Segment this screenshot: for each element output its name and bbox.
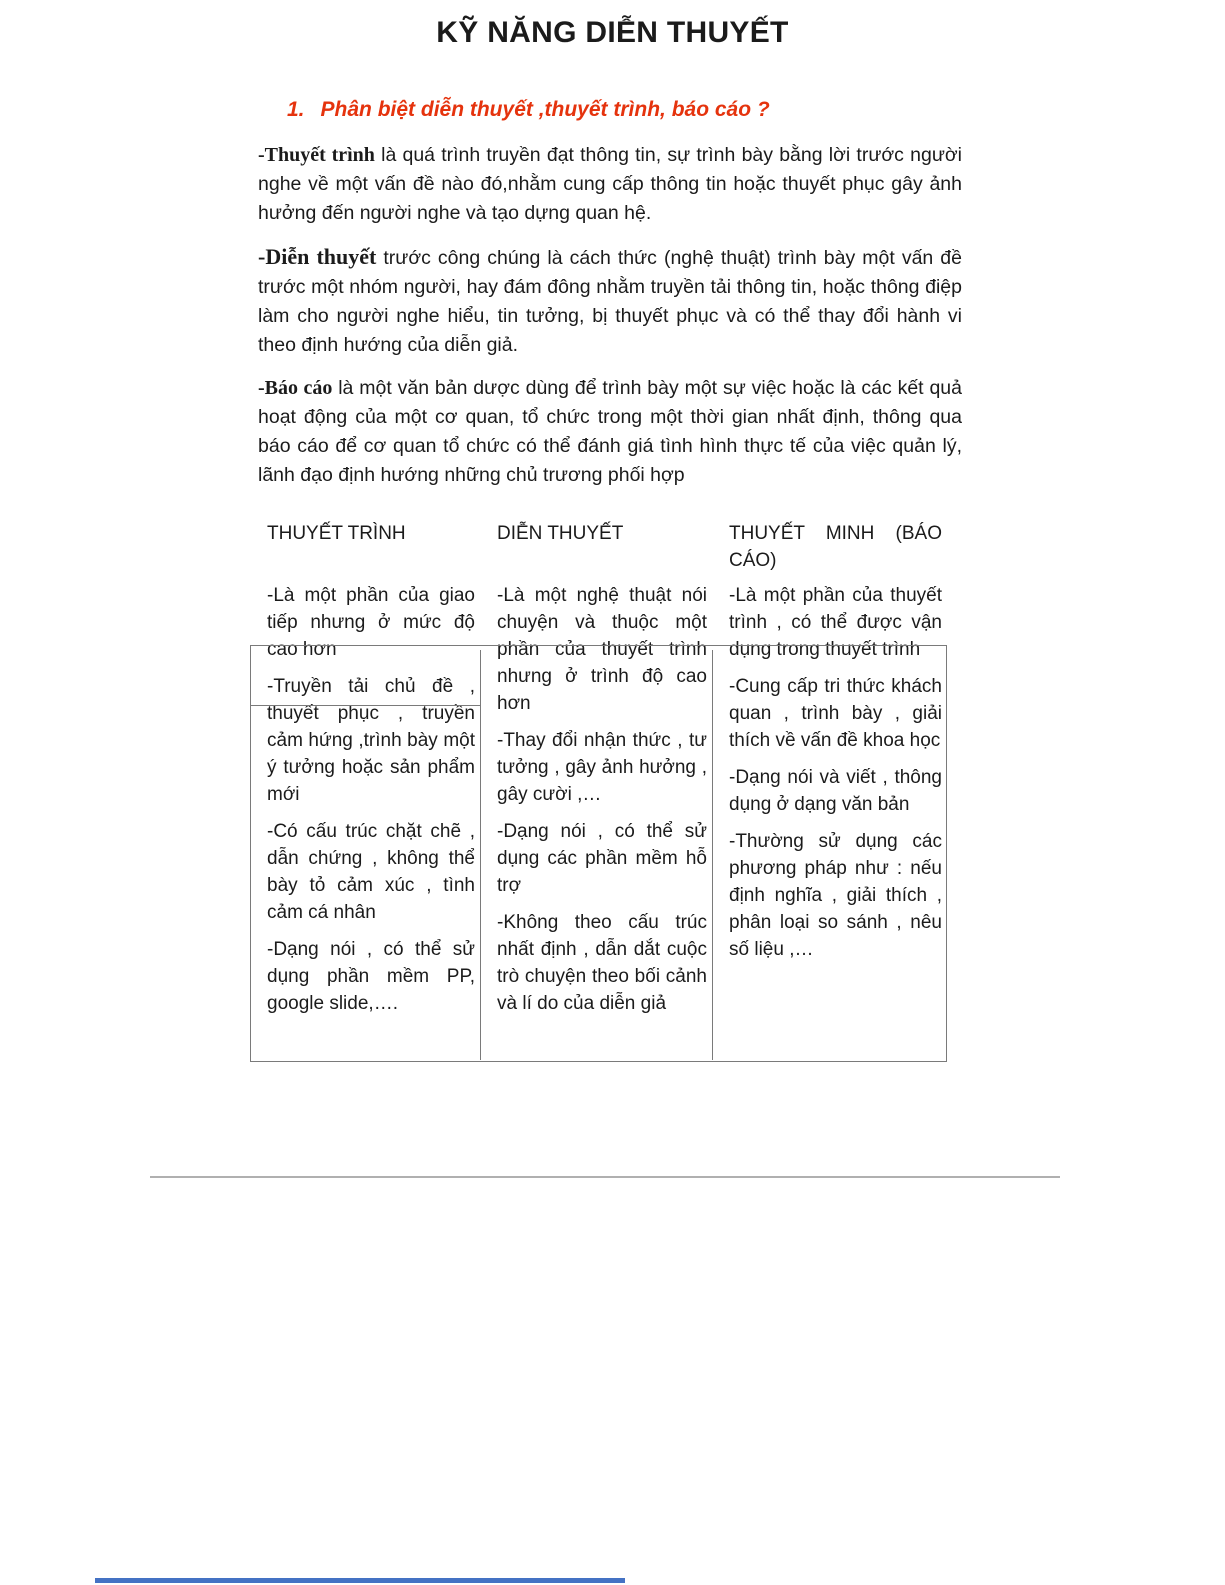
column-header-thuyet-minh: THUYẾT MINH (BÁO CÁO) bbox=[729, 523, 942, 571]
paragraph-lead: -Thuyết trình bbox=[258, 144, 375, 166]
table-cell-item: -Là một phần của giao tiếp nhưng ở mức độ cao hơn bbox=[267, 585, 475, 660]
body-text bbox=[258, 141, 962, 504]
column-header-dien-thuyet: DIỄN THUYẾT bbox=[497, 523, 624, 544]
section-heading-text: Phân biệt diễn thuyết ,thuyết trình, báo cáo ? bbox=[320, 98, 770, 121]
bottom-page-bar bbox=[95, 1578, 625, 1583]
paragraph-body: trước công chúng là cách thức (nghệ thuật) trình bày một vấn đề trước một nhóm người, hay đám đông nhằm truyền tải thông tin, hoặc thông điệp làm cho người nghe hiểu, tin tưởng, bị thuyết phục và có thể thay đổi hành vi theo định hướng của diễn giả. bbox=[258, 247, 962, 356]
table-cell-item: -Là một nghệ thuật nói chuyện và thuộc một phần của thuyết trình nhưng ở trình độ cao hơn bbox=[497, 585, 707, 714]
table-cell-item: -Dạng nói , có thể sử dụng phần mềm PP, google slide,…. bbox=[267, 939, 475, 1014]
paragraph-body: là một văn bản dược dùng để trình bày một sự việc hoặc là các kết quả hoạt động của một cơ quan, tổ chức trong một thời gian nhất định, thông qua báo cáo để cơ quan tổ chức có thể đánh giá tình hình thực tế của việc quản lý, lãnh đạo định hướng những chủ trương phối hợp bbox=[258, 377, 962, 486]
table-column-dien-thuyet bbox=[480, 520, 712, 1027]
comparison-table bbox=[250, 520, 947, 1060]
table-columns bbox=[250, 520, 947, 1027]
paragraph-bao-cao bbox=[258, 374, 962, 490]
paragraph-dien-thuyet bbox=[258, 242, 962, 360]
table-cell-item: -Truyền tải chủ đề , thuyết phục , truyền cảm hứng ,trình bày một ý tưởng hoặc sản phẩm mới bbox=[267, 676, 475, 805]
table-cell-item: -Dạng nói và viết , thông dụng ở dạng văn bản bbox=[729, 767, 942, 815]
paragraph-lead: -Diễn thuyết bbox=[258, 244, 377, 269]
footer-divider bbox=[150, 1176, 1060, 1178]
table-column-thuyet-trinh bbox=[250, 520, 480, 1027]
column-header-thuyet-trinh: THUYẾT TRÌNH bbox=[267, 523, 406, 544]
table-column-thuyet-minh bbox=[712, 520, 947, 1027]
table-cell-item: -Không theo cấu trúc nhất định , dẫn dắt cuộc trò chuyện theo bối cảnh và lí do của diễn giả bbox=[497, 912, 707, 1014]
paragraph-lead: -Báo cáo bbox=[258, 377, 333, 399]
table-cell-item: -Cung cấp tri thức khách quan , trình bày , giải thích về vấn đề khoa học bbox=[729, 676, 942, 751]
table-cell-item: -Thường sử dụng các phương pháp như : nếu định nghĩa , giải thích , phân loại so sánh , nêu số liệu ,… bbox=[729, 831, 942, 960]
table-cell-item: -Có cấu trúc chặt chẽ , dẫn chứng , không thể bày tỏ cảm xúc , tình cảm cá nhân bbox=[267, 821, 475, 923]
section-number: 1. bbox=[287, 98, 305, 121]
table-cell-item: -Thay đổi nhận thức , tư tưởng , gây ảnh hưởng , gây cười ,… bbox=[497, 730, 707, 805]
table-cell-item: -Là một phần của thuyết trình , có thể được vận dụng trong thuyết trình bbox=[729, 585, 942, 660]
paragraph-body: là quá trình truyền đạt thông tin, sự trình bày bằng lời trước người nghe về một vấn đề nào đó,nhằm cung cấp thông tin hoặc thuyết phục gây ảnh hưởng đến người nghe và tạo dựng quan hệ. bbox=[258, 144, 962, 224]
table-cell-item: -Dạng nói , có thể sử dụng các phần mềm hỗ trợ bbox=[497, 821, 707, 896]
paragraph-thuyet-trinh bbox=[258, 141, 962, 228]
section-heading bbox=[287, 98, 770, 122]
document-title: KỸ NĂNG DIỄN THUYẾT bbox=[436, 16, 789, 49]
